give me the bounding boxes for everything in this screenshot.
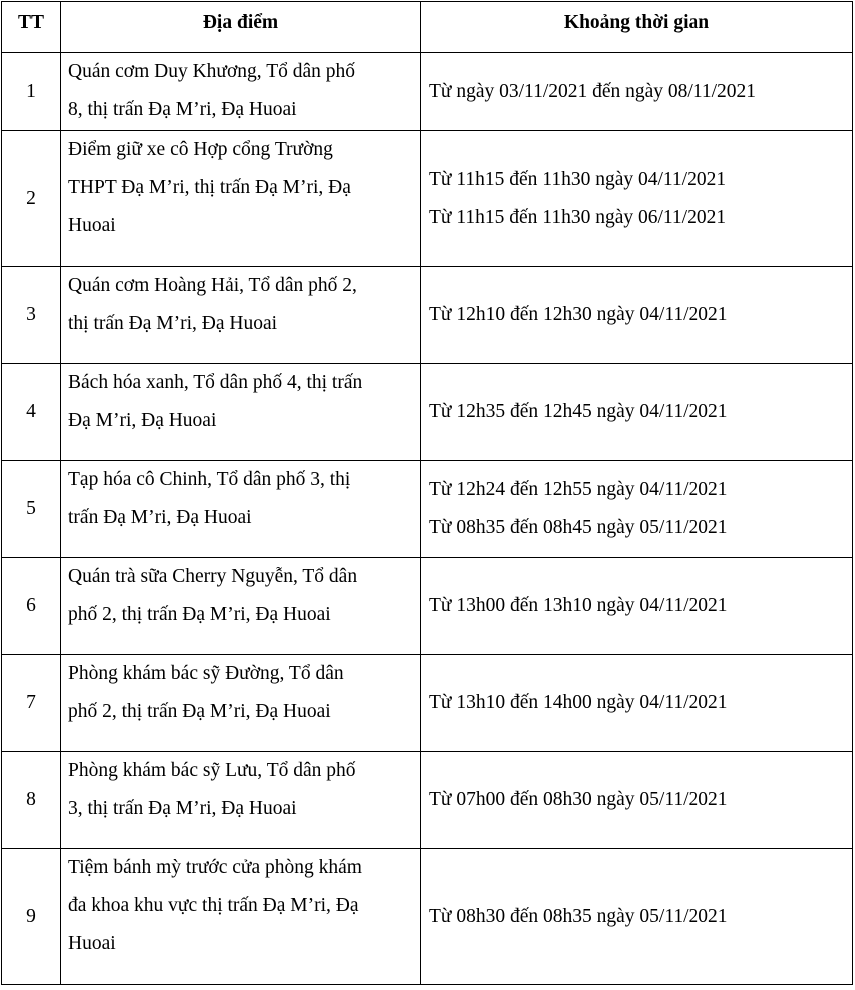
location-cell: [61, 461, 421, 558]
time-cell: [421, 364, 853, 461]
location-line: Điểm giữ xe cô Hợp cổng Trường: [68, 139, 333, 160]
location-line: 8, thị trấn Đạ M’ri, Đạ Huoai: [68, 99, 297, 120]
location-cell: [61, 267, 421, 364]
header-tt: TT: [2, 2, 61, 53]
location-line: Huoai: [68, 215, 116, 236]
time-cell: [421, 558, 853, 655]
time-line: Từ 07h00 đến 08h30 ngày 05/11/2021: [429, 789, 728, 810]
location-cell: [61, 849, 421, 985]
time-line: Từ 13h00 đến 13h10 ngày 04/11/2021: [429, 595, 728, 616]
table-row: [2, 364, 853, 461]
location-cell: [61, 558, 421, 655]
time-cell: [421, 53, 853, 131]
table-row: [2, 849, 853, 985]
time-cell: [421, 461, 853, 558]
row-number: 9: [2, 849, 61, 985]
location-line: phố 2, thị trấn Đạ M’ri, Đạ Huoai: [68, 701, 331, 722]
location-cell: [61, 752, 421, 849]
time-line: Từ 11h15 đến 11h30 ngày 06/11/2021: [429, 206, 727, 228]
location-cell: [61, 655, 421, 752]
location-line: phố 2, thị trấn Đạ M’ri, Đạ Huoai: [68, 604, 331, 625]
location-cell: [61, 364, 421, 461]
time-line: Từ 11h15 đến 11h30 ngày 04/11/2021: [429, 168, 727, 190]
location-line: Quán cơm Duy Khương, Tổ dân phố: [68, 61, 356, 82]
row-number: 2: [2, 131, 61, 267]
table-row: [2, 558, 853, 655]
time-line: Từ 12h10 đến 12h30 ngày 04/11/2021: [429, 304, 728, 325]
location-line: đa khoa khu vực thị trấn Đạ M’ri, Đạ: [68, 895, 359, 916]
time-line: Từ 13h10 đến 14h00 ngày 04/11/2021: [429, 692, 728, 713]
header-location: Địa điểm: [61, 2, 421, 53]
location-line: Quán cơm Hoàng Hải, Tổ dân phố 2,: [68, 275, 357, 296]
row-number: 7: [2, 655, 61, 752]
time-line: Từ ngày 03/11/2021 đến ngày 08/11/2021: [429, 80, 757, 102]
table-row: [2, 461, 853, 558]
location-cell: [61, 53, 421, 131]
header-time: Khoảng thời gian: [421, 2, 853, 53]
time-line: Từ 08h35 đến 08h45 ngày 05/11/2021: [429, 517, 728, 538]
table-row: [2, 53, 853, 131]
location-line: Bách hóa xanh, Tổ dân phố 4, thị trấn: [68, 372, 363, 393]
row-number: 8: [2, 752, 61, 849]
location-line: Huoai: [68, 933, 116, 954]
table-row: [2, 655, 853, 752]
location-line: Phòng khám bác sỹ Lưu, Tổ dân phố: [68, 760, 356, 781]
location-line: Tạp hóa cô Chinh, Tổ dân phố 3, thị: [68, 469, 351, 490]
time-cell: [421, 752, 853, 849]
row-number: 6: [2, 558, 61, 655]
location-line: thị trấn Đạ M’ri, Đạ Huoai: [68, 313, 278, 334]
location-line: 3, thị trấn Đạ M’ri, Đạ Huoai: [68, 798, 297, 819]
row-number: 5: [2, 461, 61, 558]
row-number: 3: [2, 267, 61, 364]
location-cell: [61, 131, 421, 267]
table-row: [2, 752, 853, 849]
table-row: [2, 267, 853, 364]
time-cell: [421, 267, 853, 364]
location-line: THPT Đạ M’ri, thị trấn Đạ M’ri, Đạ: [68, 177, 351, 198]
location-line: Phòng khám bác sỹ Đường, Tổ dân: [68, 663, 344, 684]
locations-table: [1, 1, 853, 985]
location-line: Tiệm bánh mỳ trước cửa phòng khám: [68, 857, 362, 878]
time-cell: [421, 849, 853, 985]
time-line: Từ 12h35 đến 12h45 ngày 04/11/2021: [429, 401, 728, 422]
time-cell: [421, 655, 853, 752]
time-line: Từ 12h24 đến 12h55 ngày 04/11/2021: [429, 479, 728, 500]
row-number: 1: [2, 53, 61, 131]
time-cell: [421, 131, 853, 267]
location-line: Đạ M’ri, Đạ Huoai: [68, 410, 217, 431]
location-line: Quán trà sữa Cherry Nguyễn, Tổ dân: [68, 566, 358, 587]
row-number: 4: [2, 364, 61, 461]
time-line: Từ 08h30 đến 08h35 ngày 05/11/2021: [429, 905, 728, 927]
location-line: trấn Đạ M’ri, Đạ Huoai: [68, 507, 252, 528]
header-row: [2, 2, 853, 53]
table-row: [2, 131, 853, 267]
